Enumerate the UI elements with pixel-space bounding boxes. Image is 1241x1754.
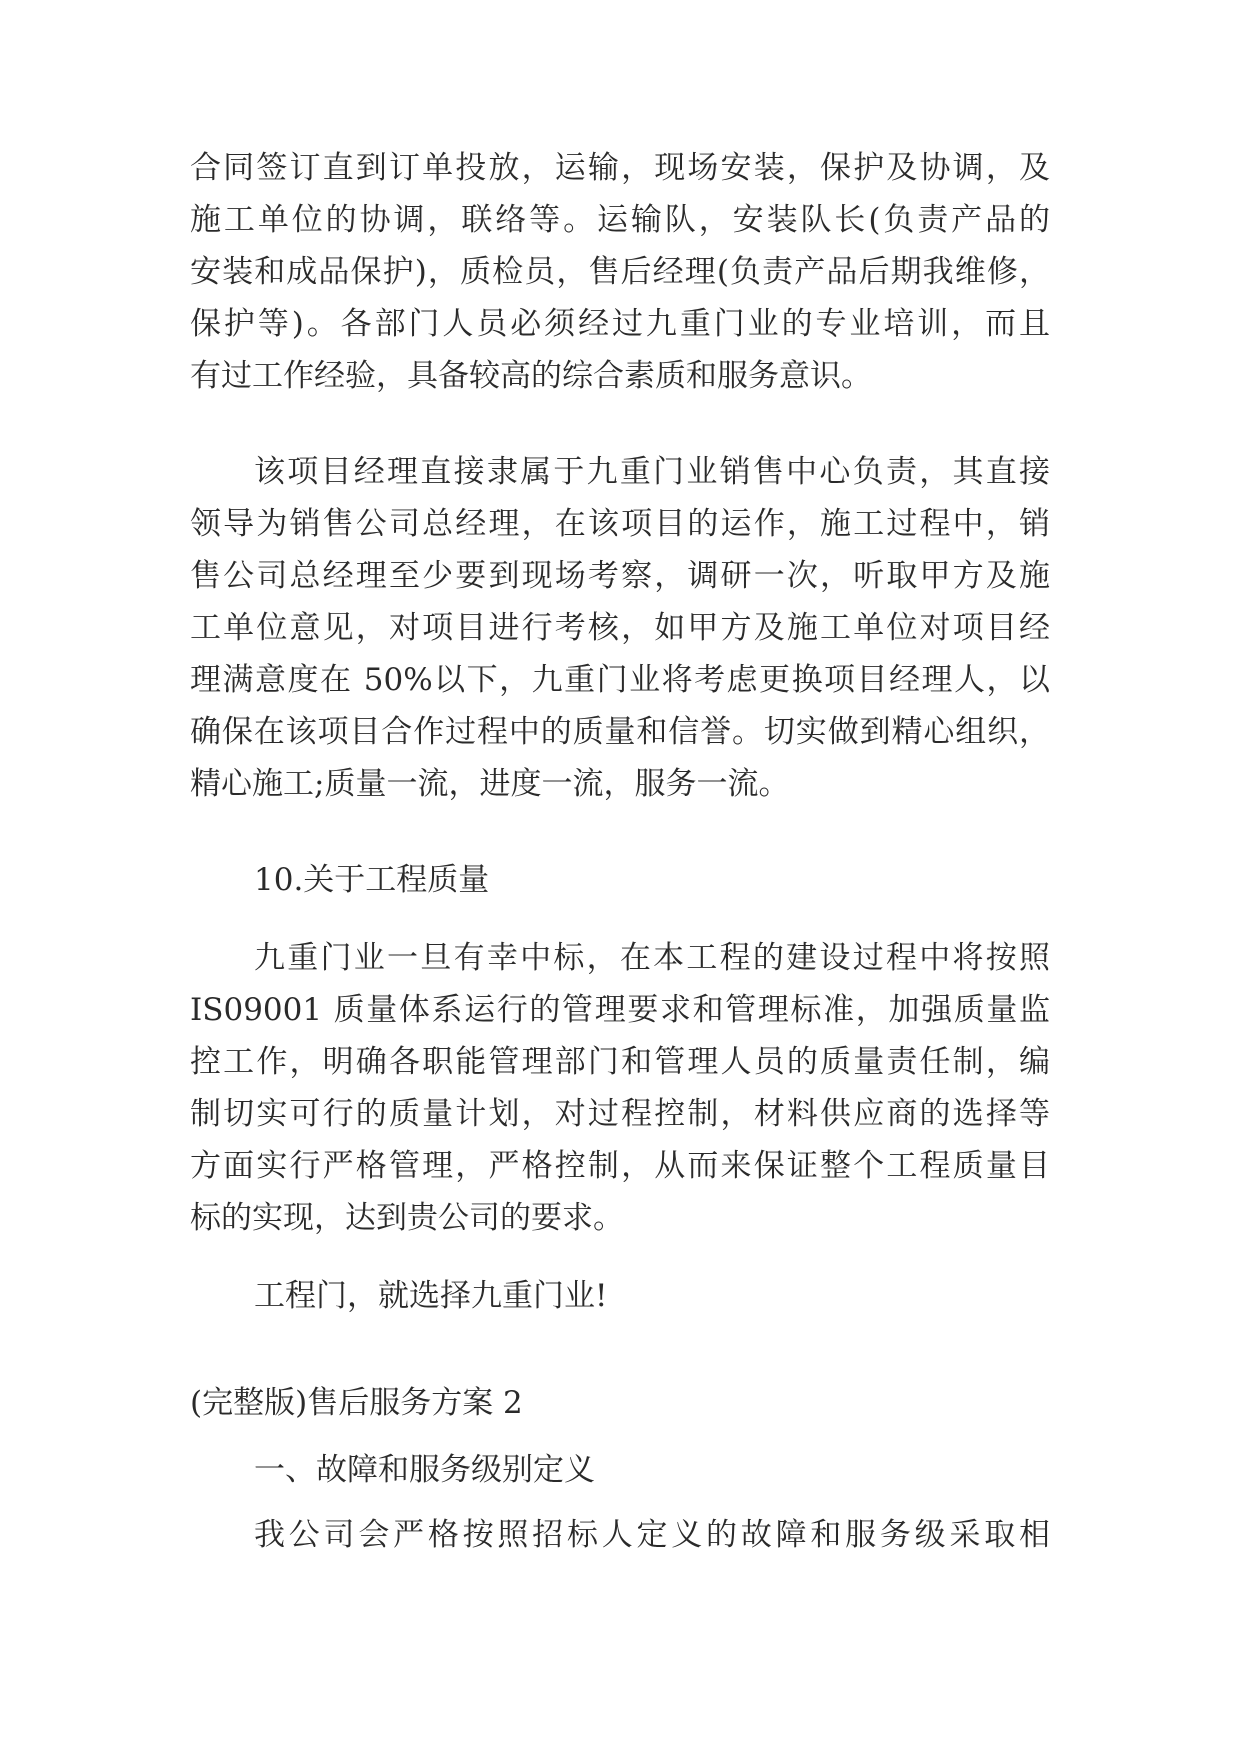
paragraph-line: 工程门，就选择九重门业!	[254, 1278, 608, 1314]
paragraph-line: IS09001 质量体系运行的管理要求和管理标准，加强质量监	[190, 992, 1050, 1028]
paragraph-line: 安装和成品保护)，质检员，售后经理(负责产品后期我维修，	[190, 254, 1050, 290]
paragraph-line: 保护等)。各部门人员必须经过九重门业的专业培训，而且	[190, 306, 1050, 342]
paragraph-line: 制切实可行的质量计划，对过程控制，材料供应商的选择等	[190, 1096, 1050, 1132]
document-title: (完整版)售后服务方案 2	[190, 1385, 523, 1421]
paragraph-line: 控工作，明确各职能管理部门和管理人员的质量责任制，编	[190, 1044, 1050, 1080]
section-heading: 一、故障和服务级别定义	[254, 1452, 595, 1488]
paragraph-line: 售公司总经理至少要到现场考察，调研一次，听取甲方及施	[190, 558, 1050, 594]
paragraph-line: 标的实现，达到贵公司的要求。	[190, 1200, 624, 1236]
paragraph-line: 有过工作经验，具备较高的综合素质和服务意识。	[190, 358, 872, 394]
section-heading: 10.关于工程质量	[254, 862, 490, 898]
paragraph-line: 施工单位的协调，联络等。运输队，安装队长(负责产品的	[190, 202, 1050, 238]
paragraph-line: 我公司会严格按照招标人定义的故障和服务级采取相	[254, 1517, 1050, 1553]
paragraph-line: 精心施工;质量一流，进度一流，服务一流。	[190, 766, 790, 802]
paragraph-line: 九重门业一旦有幸中标，在本工程的建设过程中将按照	[254, 940, 1050, 976]
paragraph-line: 确保在该项目合作过程中的质量和信誉。切实做到精心组织，	[190, 714, 1050, 750]
paragraph-line: 合同签订直到订单投放，运输，现场安装，保护及协调，及	[190, 150, 1050, 186]
paragraph-line: 方面实行严格管理，严格控制，从而来保证整个工程质量目	[190, 1148, 1050, 1184]
paragraph-line: 领导为销售公司总经理，在该项目的运作，施工过程中，销	[190, 506, 1050, 542]
paragraph-line: 工单位意见，对项目进行考核，如甲方及施工单位对项目经	[190, 610, 1050, 646]
paragraph-line: 理满意度在 50%以下，九重门业将考虑更换项目经理人，以	[190, 662, 1050, 698]
paragraph-line: 该项目经理直接隶属于九重门业销售中心负责，其直接	[254, 454, 1050, 490]
